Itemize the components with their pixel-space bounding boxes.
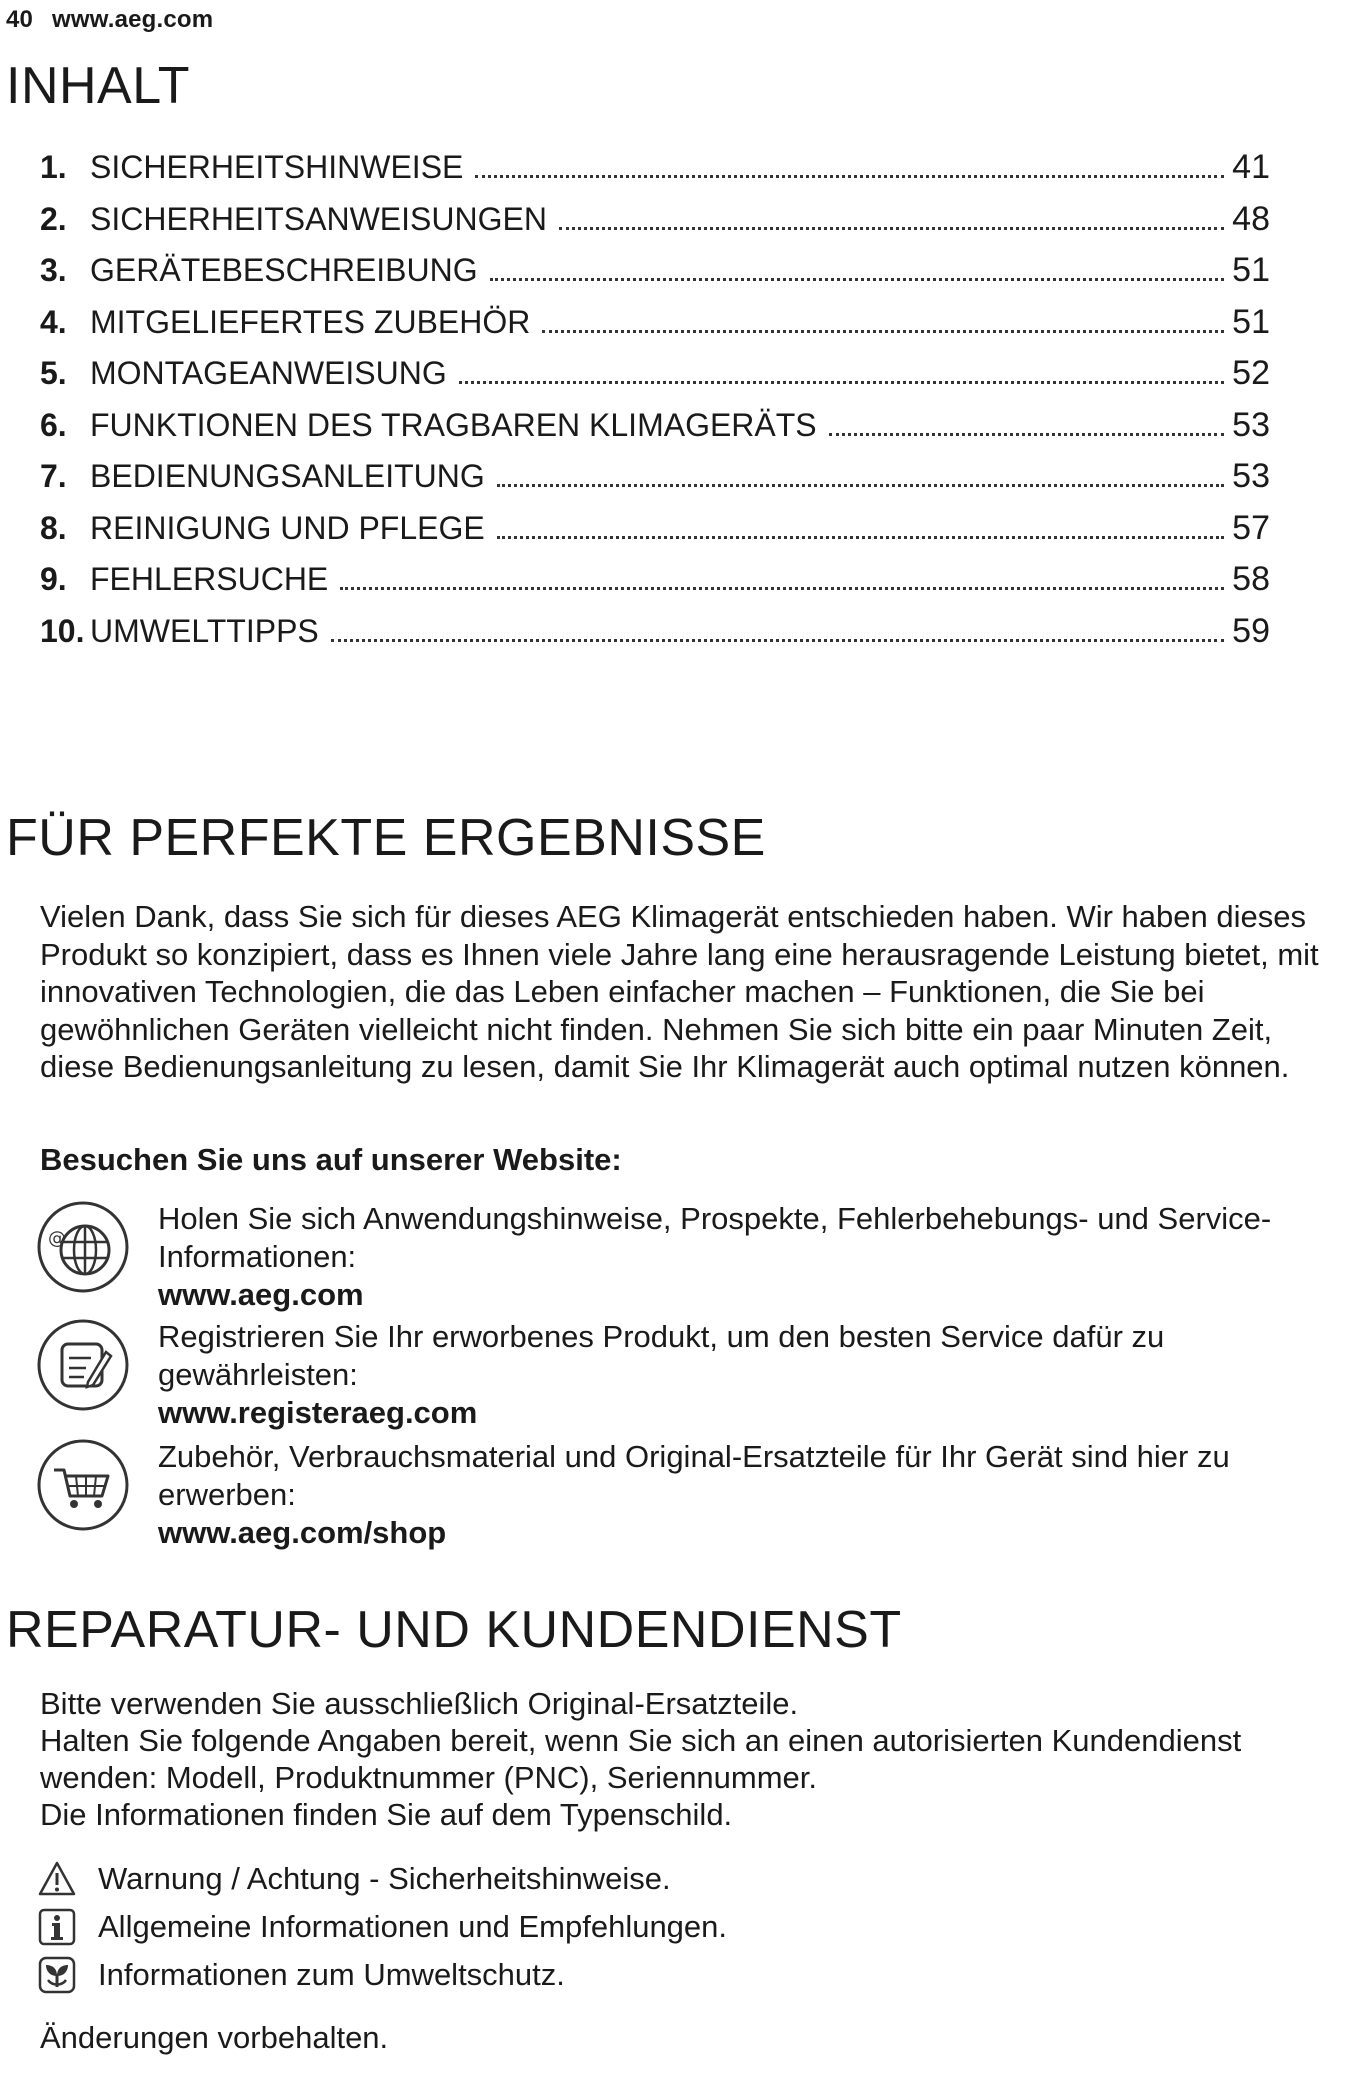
toc-item-number: 4. bbox=[40, 303, 67, 340]
toc-item-page: 59 bbox=[1232, 611, 1270, 650]
toc-item-number: 3. bbox=[40, 252, 67, 288]
register-icon bbox=[36, 1318, 130, 1412]
website-link[interactable]: www.aeg.com/shop bbox=[158, 1515, 447, 1550]
toc-item-title: MONTAGEANWEISUNG bbox=[90, 355, 447, 391]
globe-icon bbox=[36, 1200, 130, 1294]
legend-text: Informationen zum Umweltschutz. bbox=[98, 1957, 565, 1992]
legend-text: Allgemeine Informationen und Empfehlungen. bbox=[98, 1909, 728, 1944]
perfect-results-title: FÜR PERFEKTE ERGEBNISSE bbox=[6, 809, 766, 867]
toc-item[interactable] bbox=[40, 406, 1270, 458]
toc-item[interactable] bbox=[40, 354, 1270, 406]
legend-text: Warnung / Achtung - Sicherheitshinweise. bbox=[98, 1861, 671, 1896]
toc-item[interactable] bbox=[40, 457, 1270, 509]
table-of-contents bbox=[40, 148, 1270, 663]
toc-item-title: SICHERHEITSANWEISUNGEN bbox=[90, 200, 547, 237]
toc-item[interactable] bbox=[40, 251, 1270, 303]
toc-item[interactable] bbox=[40, 148, 1270, 200]
toc-leader-dots bbox=[475, 175, 1224, 178]
service-line: Die Informationen finden Sie auf dem Typenschild. bbox=[40, 1797, 733, 1832]
toc-item-page: 51 bbox=[1232, 251, 1270, 289]
toc-item-page: 48 bbox=[1232, 199, 1270, 238]
website-description bbox=[158, 1200, 1308, 1314]
toc-leader-dots bbox=[331, 639, 1224, 642]
shopping-cart-icon bbox=[36, 1438, 130, 1532]
toc-item[interactable] bbox=[40, 509, 1270, 561]
toc-item-page: 57 bbox=[1232, 508, 1270, 547]
toc-leader-dots bbox=[459, 381, 1224, 384]
service-line: Halten Sie folgende Angaben bereit, wenn Sie sich an einen autorisierten Kundendienst wenden: Modell, Produktnummer (PNC), Seriennummer. bbox=[40, 1723, 1242, 1795]
toc-item-title: UMWELTTIPPS bbox=[90, 612, 319, 649]
website-link[interactable]: www.registeraeg.com bbox=[158, 1395, 478, 1430]
page-number: 40 bbox=[6, 6, 34, 33]
toc-leader-dots bbox=[497, 484, 1224, 487]
website-text: Holen Sie sich Anwendungshinweise, Prospekte, Fehlerbehebungs- und Service-Informationen: bbox=[158, 1201, 1272, 1274]
toc-leader-dots bbox=[542, 330, 1224, 333]
service-line: Bitte verwenden Sie ausschließlich Original-Ersatzteile. bbox=[40, 1686, 799, 1721]
toc-item[interactable] bbox=[40, 612, 1270, 664]
toc-item-title: MITGELIEFERTES ZUBEHÖR bbox=[90, 303, 531, 340]
toc-item-number: 6. bbox=[40, 406, 67, 443]
info-icon bbox=[38, 1908, 76, 1946]
legend-item-info bbox=[38, 1908, 1238, 1948]
toc-leader-dots bbox=[497, 536, 1224, 539]
environment-icon bbox=[38, 1956, 76, 1994]
toc-item-number: 9. bbox=[40, 561, 67, 597]
visit-heading: Besuchen Sie uns auf unserer Website: bbox=[40, 1142, 622, 1177]
website-description bbox=[158, 1318, 1308, 1432]
toc-item-title: BEDIENUNGSANLEITUNG bbox=[90, 458, 485, 494]
toc-item-number: 8. bbox=[40, 509, 67, 546]
toc-item[interactable] bbox=[40, 560, 1270, 612]
toc-leader-dots bbox=[559, 227, 1224, 230]
service-title: REPARATUR- UND KUNDENDIENST bbox=[6, 1601, 902, 1659]
toc-item-number: 2. bbox=[40, 200, 67, 237]
toc-item-page: 51 bbox=[1232, 302, 1270, 341]
toc-item-number: 10. bbox=[40, 612, 85, 649]
toc-leader-dots bbox=[490, 278, 1224, 281]
toc-item-page: 58 bbox=[1232, 560, 1270, 598]
legend-item-environment bbox=[38, 1956, 1238, 1996]
toc-item-title: SICHERHEITSHINWEISE bbox=[90, 149, 464, 185]
legend-item-warning bbox=[38, 1860, 1238, 1900]
website-text: Zubehör, Verbrauchsmaterial und Original-Ersatzteile für Ihr Gerät sind hier zu erwerben: bbox=[158, 1439, 1230, 1512]
toc-item-title: GERÄTEBESCHREIBUNG bbox=[90, 252, 478, 288]
website-link[interactable]: www.aeg.com bbox=[158, 1277, 364, 1312]
toc-item-number: 7. bbox=[40, 458, 67, 494]
intro-paragraph: Vielen Dank, dass Sie sich für dieses AEG Klimagerät entschieden haben. Wir haben dieses Produkt so konzipiert, dass es Ihnen viele Jahre lang eine herausragende Leistung bietet, mit innovativen Technologien, die das Leben einfacher machen – Funktionen, die Sie bei gewöhnlichen Geräten vielleicht nicht finden. Nehmen Sie sich bitte ein paar Minuten Zeit, diese Bedienungsanleitung zu lesen, damit Sie Ihr Klimagerät auch optimal nutzen können. bbox=[40, 899, 1319, 1084]
header-site: www.aeg.com bbox=[51, 6, 214, 33]
warning-icon bbox=[38, 1860, 76, 1898]
service-text bbox=[40, 1685, 1340, 1833]
toc-leader-dots bbox=[829, 433, 1224, 436]
page-header bbox=[6, 6, 213, 34]
toc-title: INHALT bbox=[6, 57, 191, 115]
toc-item-number: 1. bbox=[40, 149, 67, 185]
changes-note: Änderungen vorbehalten. bbox=[40, 2020, 389, 2055]
toc-item-page: 53 bbox=[1232, 457, 1270, 495]
svg-text:@: @ bbox=[48, 1228, 66, 1249]
toc-item-title: FEHLERSUCHE bbox=[90, 561, 329, 597]
toc-item-page: 41 bbox=[1232, 148, 1270, 186]
toc-item[interactable] bbox=[40, 303, 1270, 355]
toc-item-page: 52 bbox=[1232, 354, 1270, 392]
toc-leader-dots bbox=[340, 587, 1224, 590]
toc-item-number: 5. bbox=[40, 355, 67, 391]
toc-item-page: 53 bbox=[1232, 405, 1270, 444]
website-description bbox=[158, 1438, 1308, 1552]
website-text: Registrieren Sie Ihr erworbenes Produkt, um den besten Service dafür zu gewährleisten: bbox=[158, 1319, 1165, 1392]
toc-item-title: FUNKTIONEN DES TRAGBAREN KLIMAGERÄTS bbox=[90, 406, 817, 443]
toc-item-title: REINIGUNG UND PFLEGE bbox=[90, 509, 485, 546]
toc-item[interactable] bbox=[40, 200, 1270, 252]
